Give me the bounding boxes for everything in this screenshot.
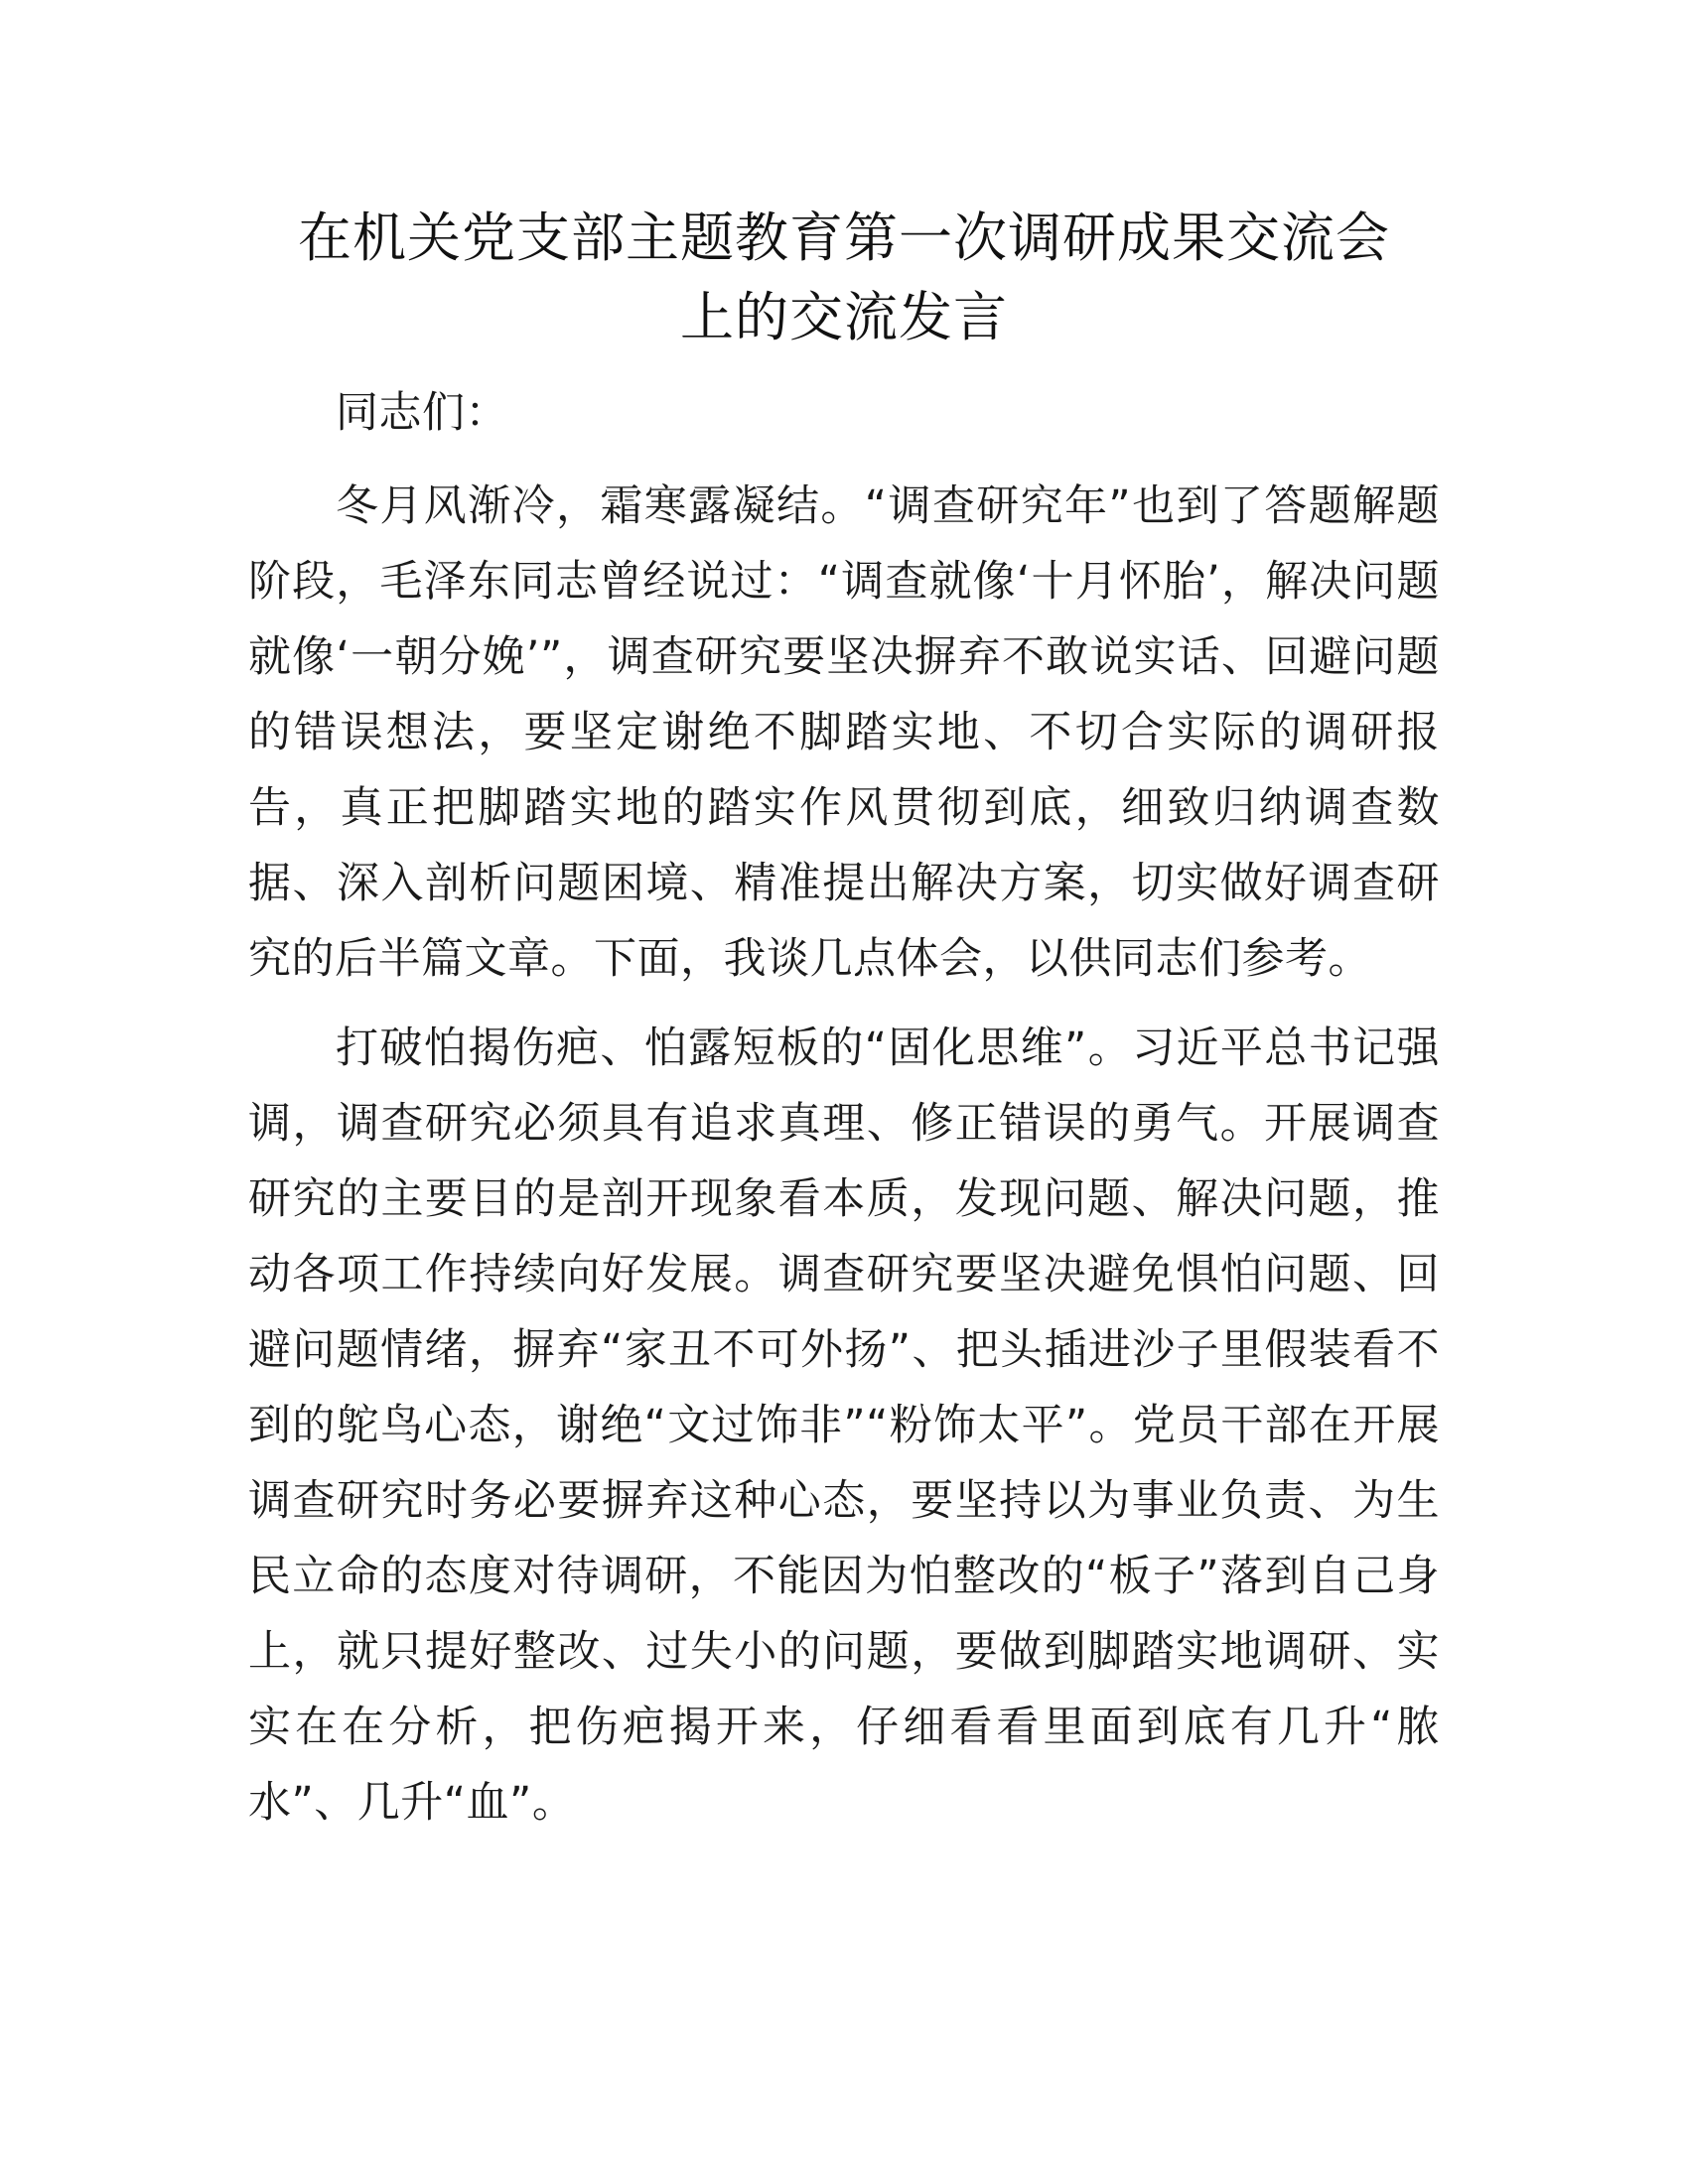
document-title xyxy=(248,199,1440,357)
document-body xyxy=(248,199,1440,1841)
paragraph-1: 冬月风渐冷，霜寒露凝结。“调查研究年”也到了答题解题阶段，毛泽东同志曾经说过：“调查就像‘十月怀胎’，解决问题就像‘一朝分娩’”，调查研究要坚决摒弃不敢说实话、回避问题的错误想法，要坚定谢绝不脚踏实地、不切合实际的调研报告，真正把脚踏实地的踏实作风贯彻到底，细致归纳调查数据、深入剖析问题困境、精准提出解决方案，切实做好调查研究的后半篇文章。下面，我谈几点体会，以供同志们参考。 xyxy=(248,481,1440,984)
title-line-1: 在机关党支部主题教育第一次调研成果交流会 xyxy=(298,206,1390,269)
title-line-2: 上的交流发言 xyxy=(680,286,1008,348)
paragraph-2: 打破怕揭伤疤、怕露短板的“固化思维”。习近平总书记强调，调查研究必须具有追求真理、修正错误的勇气。开展调查研究的主要目的是剖开现象看本质，发现问题、解决问题，推动各项工作持续向好发展。调查研究要坚决避免惧怕问题、回避问题情绪，摒弃“家丑不可外扬”、把头插进沙子里假装看不到的鸵鸟心态，谢绝“文过饰非”“粉饰太平”。党员干部在开展调查研究时务必要摒弃这种心态，要坚持以为事业负责、为生民立命的态度对待调研，不能因为怕整改的“板子”落到自己身上，就只提好整改、过失小的问题，要做到脚踏实地调研、实实在在分析，把伤疤揭开来，仔细看看里面到底有几升“脓水”、几升“血”。 xyxy=(248,1024,1440,1828)
salutation: 同志们： xyxy=(336,388,508,438)
